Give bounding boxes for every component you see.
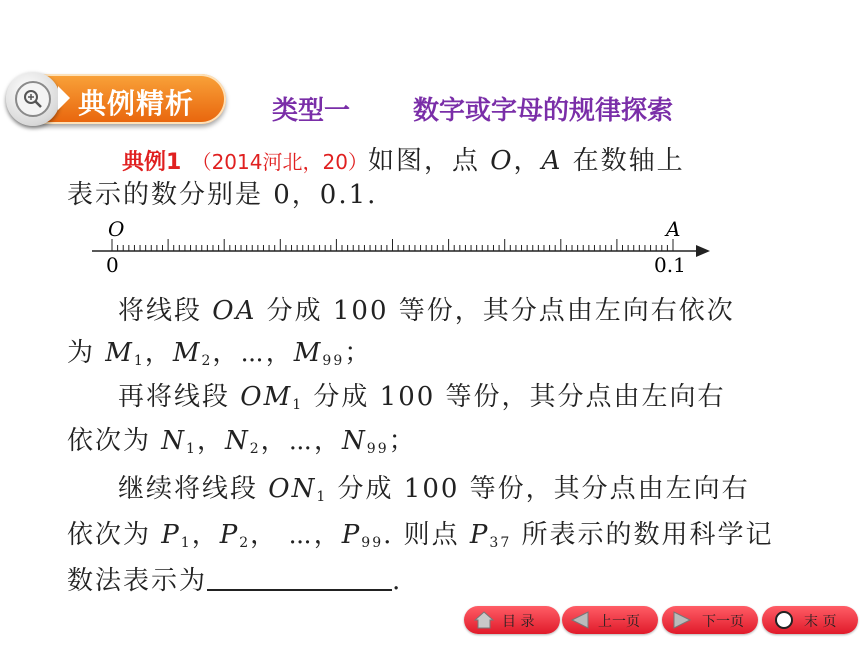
type-title-right: 数字或字母的规律探索 [413,96,674,126]
number-line [88,218,718,278]
axis-right-letter: A [666,218,681,241]
section-badge [2,70,232,130]
axis-left-letter: O [108,218,125,241]
last-page-label: 末 页 [804,614,837,630]
axis-arrow-icon [696,245,710,257]
para1-line1: 将线段 OA 分成 100 等份，其分点由左向右依次 [118,296,735,326]
para2-line1: 再将线段 $OM_1$ 分成 100 等份，其分点由左向右 [118,382,726,413]
toc-label: 目 录 [502,614,535,630]
next-arrow-icon [672,610,692,630]
arrow-icon [58,86,70,110]
next-page-label: 下一页 [702,614,744,630]
bottom-nav [464,606,858,634]
para3-line3: 数法表示为 . [67,566,403,596]
home-icon [474,610,494,630]
stop-circle-icon [774,610,794,630]
answer-blank [207,567,392,591]
toc-button[interactable] [464,606,560,634]
axis-left-value: 0 [106,253,119,277]
type-title-left: 类型一 [272,96,351,126]
para2-line2: 依次为 $N_1$，$N_2$，⋯，$N_{99}$； [67,426,417,457]
example-line-2: 表示的数分别是 0，0.1. [67,180,378,210]
para3-line1: 继续将线段 $ON_1$ 分成 100 等份，其分点由左向右 [118,474,750,505]
prev-page-label: 上一页 [598,614,640,630]
zoom-icon [6,72,60,126]
badge-label: 典例精析 [78,87,195,120]
example-line-1: 典例1 （2014河北，20）如图，点 O，A 在数轴上 [122,146,685,176]
next-page-button[interactable] [662,606,758,634]
axis-right-value: 0.1 [654,253,686,277]
example-label: 典例1 [122,150,182,175]
para1-line2: 为 $M_1$，$M_2$，⋯，$M_{99}$； [67,338,373,369]
prev-arrow-icon [570,610,590,630]
example-lead: 如图，点 [367,146,480,176]
example-source: （2014河北，20） [191,150,368,174]
last-page-button[interactable] [762,606,858,634]
para3-line2: 依次为 $P_1$，$P_2$， ⋯，$P_{99}$. 则点 $P_{37}$ 所表示的数用科学记 [67,520,774,551]
prev-page-button[interactable] [562,606,658,634]
